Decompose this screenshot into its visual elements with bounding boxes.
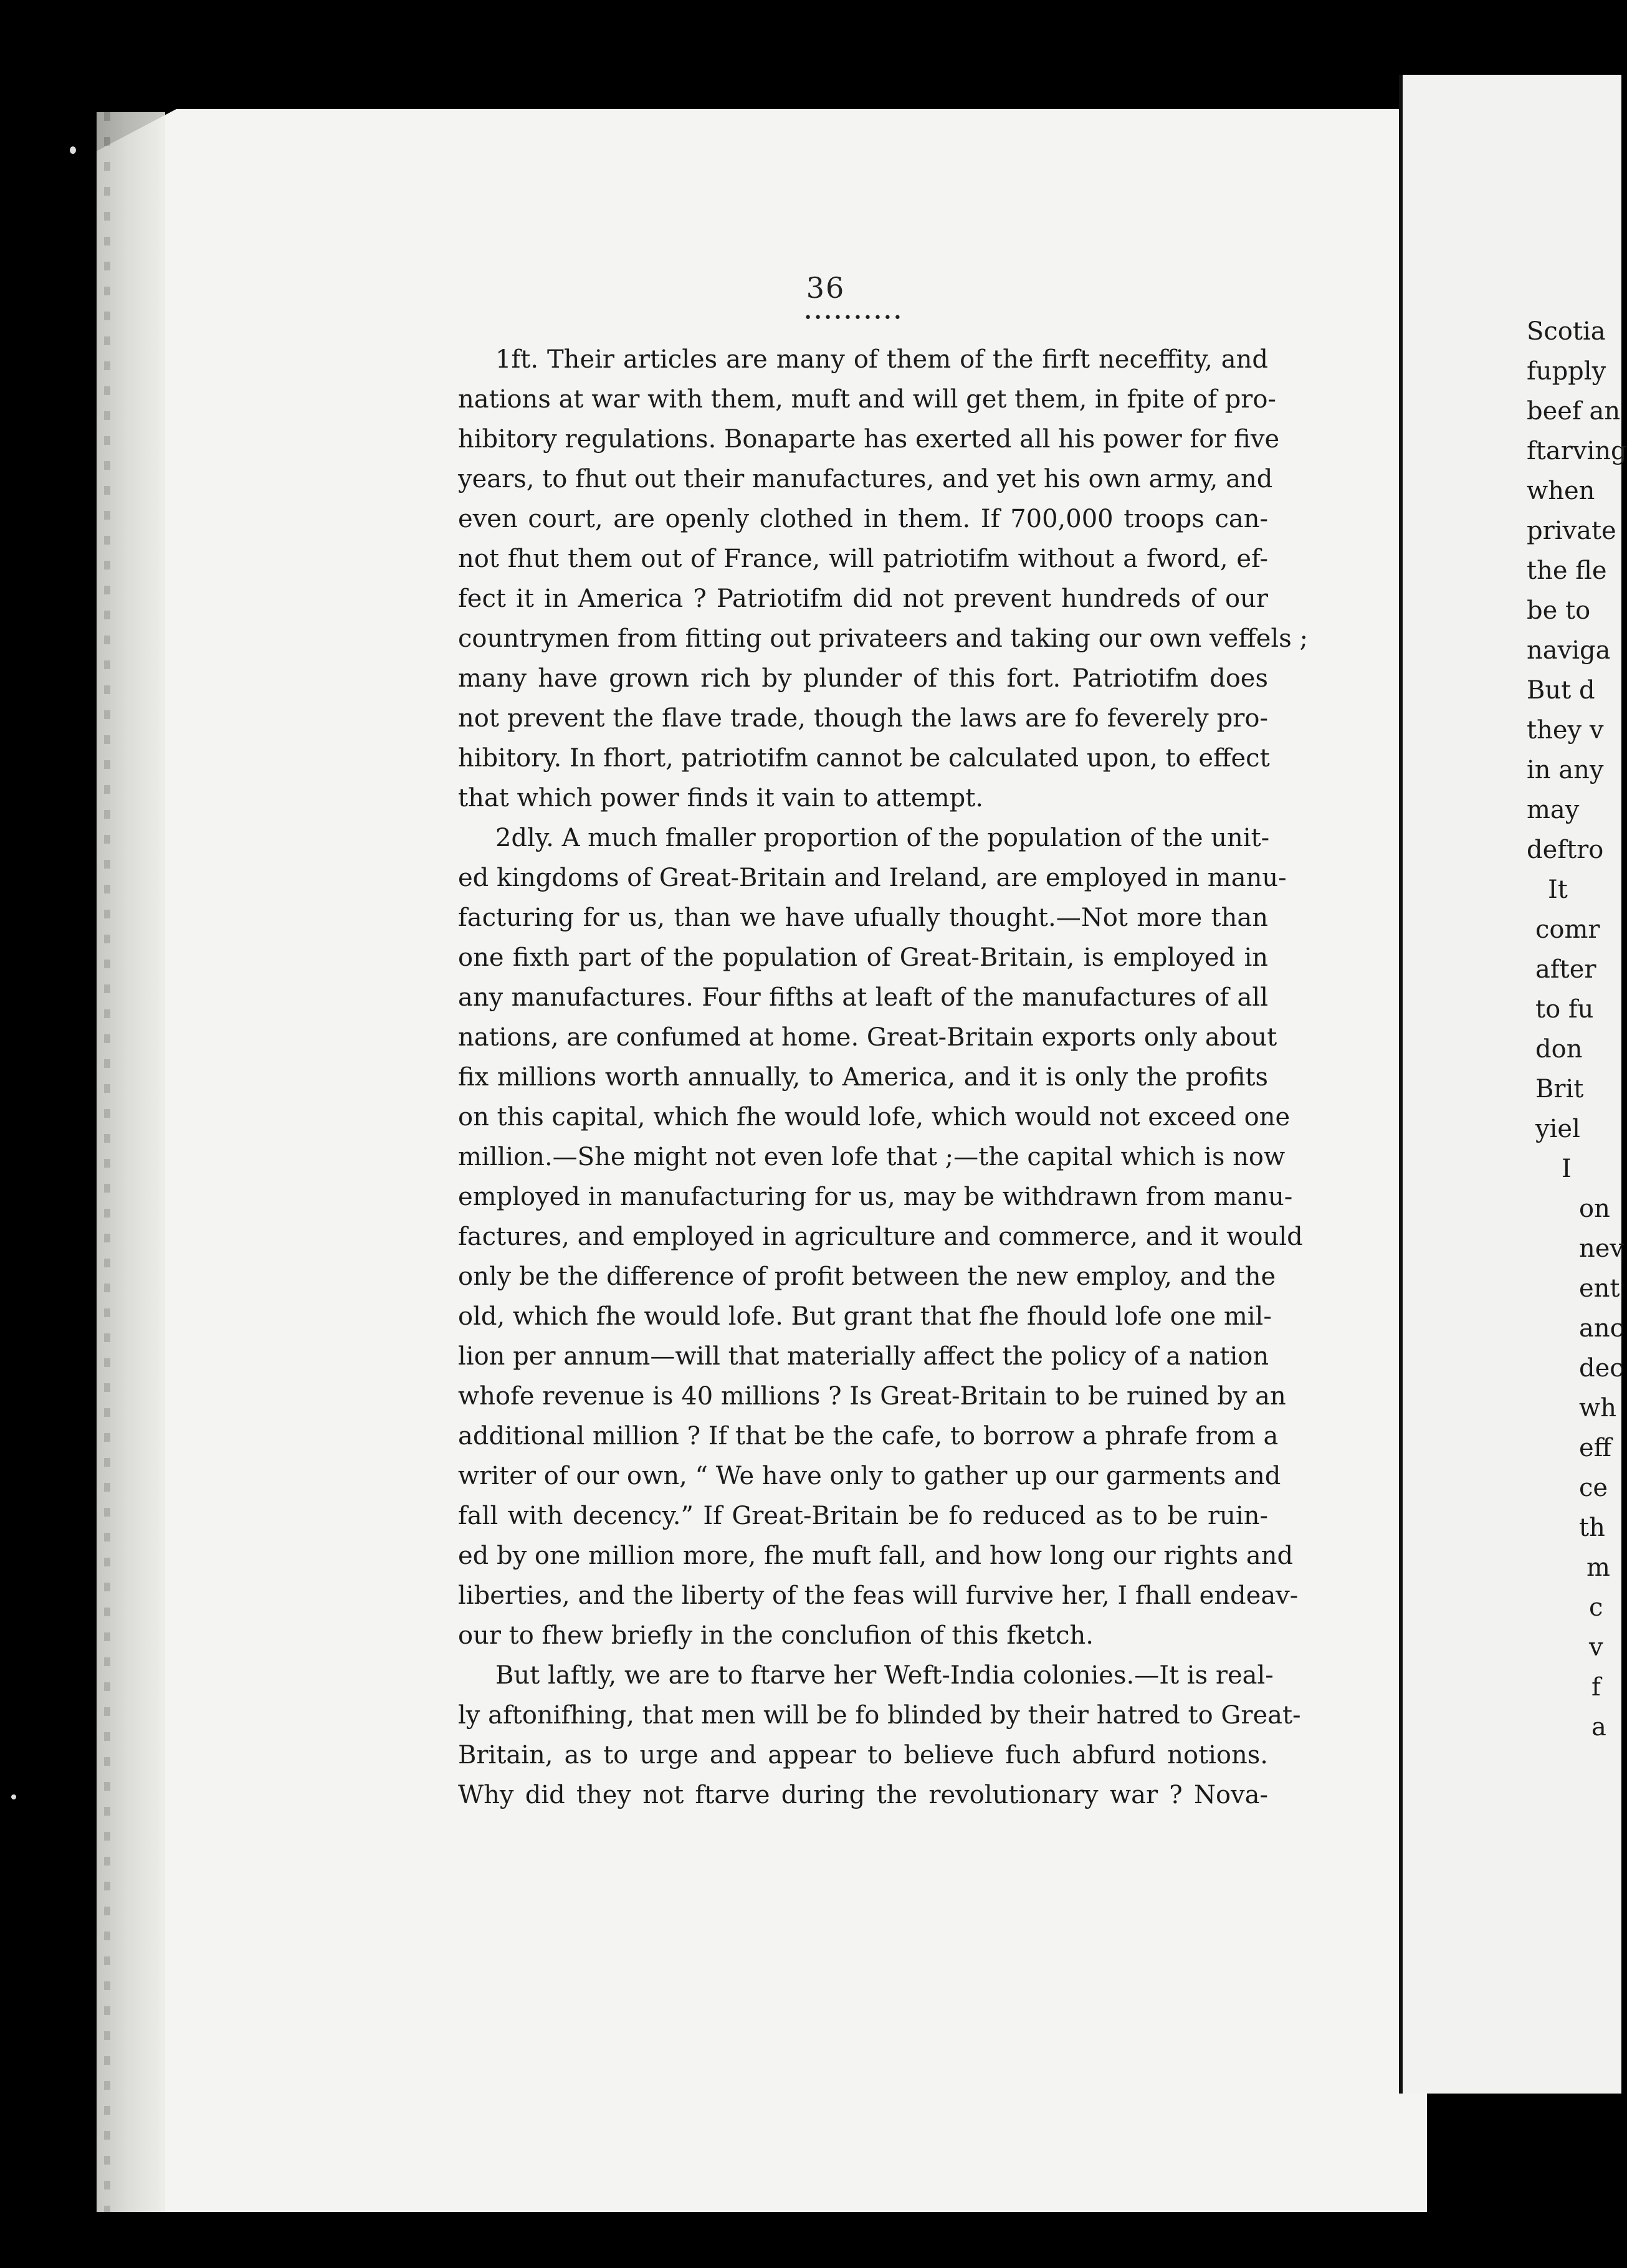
facing-line: m xyxy=(1586,1553,1610,1582)
facing-line: fupply xyxy=(1527,357,1606,386)
facing-line: yiel xyxy=(1535,1115,1580,1143)
facing-line: Brit xyxy=(1535,1075,1584,1103)
text-line: But laftly, we are to ftarve her Weft-India colonies.—It is real- xyxy=(495,1661,1274,1690)
text-line: writer of our own, “ We have only to gather up our garments and xyxy=(458,1462,1281,1490)
text-line: ly aftonifhing, that men will be fo blinded by their hatred to Great- xyxy=(458,1701,1301,1730)
text-line: nations at war with them, muft and will get them, in fpite of pro- xyxy=(458,385,1276,414)
facing-line: may xyxy=(1527,796,1580,824)
facing-line: Scotia xyxy=(1527,317,1606,346)
text-line: fall with decency.” If Great-Britain be fo reduced as to be ruin- xyxy=(458,1502,1268,1530)
text-line: employed in manufacturing for us, may be withdrawn from manu- xyxy=(458,1183,1293,1211)
text-line: liberties, and the liberty of the feas will furvive her, I fhall endeav- xyxy=(458,1581,1299,1610)
facing-line: ent xyxy=(1579,1274,1620,1303)
text-line: 1ft. Their articles are many of them of the firft neceffity, and xyxy=(495,345,1268,374)
facing-line: after xyxy=(1535,955,1596,984)
text-line: years, to fhut out their manufactures, and yet his own army, and xyxy=(458,465,1273,493)
text-line: lion per annum—will that materially affect the policy of a nation xyxy=(458,1342,1269,1371)
facing-line: I xyxy=(1562,1155,1572,1183)
text-line: ed by one million more, fhe muft fall, and how long our rights and xyxy=(458,1541,1294,1570)
facing-line: eff xyxy=(1579,1434,1612,1462)
text-line: old, which fhe would lofe. But grant that fhe fhould lofe one mil- xyxy=(458,1302,1272,1331)
text-line: hibitory regulations. Bonaparte has exerted all his power for five xyxy=(458,425,1280,454)
text-line: nations, are confumed at home. Great-Britain exports only about xyxy=(458,1023,1277,1052)
facing-line: they v xyxy=(1527,716,1604,745)
text-line: that which power finds it vain to attempt. xyxy=(458,784,984,812)
facing-line: to fu xyxy=(1535,995,1594,1024)
text-line: one fixth part of the population of Great-Britain, is employed in xyxy=(458,943,1268,972)
text-line: any manufactures. Four fifths at leaft of the manufactures of all xyxy=(458,983,1268,1012)
facing-line: nev xyxy=(1579,1234,1625,1263)
facing-line: naviga xyxy=(1527,636,1611,665)
facing-line: beef an xyxy=(1527,397,1621,426)
text-line: countrymen from fitting out privateers and taking our own veffels ; xyxy=(458,624,1308,653)
text-line: factures, and employed in agriculture and commerce, and it would xyxy=(458,1222,1303,1251)
facing-line: when xyxy=(1527,477,1595,505)
dust-speck xyxy=(11,1794,16,1799)
facing-line: v xyxy=(1589,1633,1603,1662)
facing-line: be to xyxy=(1527,596,1591,625)
facing-page-text xyxy=(1527,312,1627,1747)
text-line: hibitory. In fhort, patriotifm cannot be calculated upon, to effect xyxy=(458,744,1270,773)
text-line: fix millions worth annually, to America, and it is only the profits xyxy=(458,1063,1268,1092)
text-line: 2dly. A much fmaller proportion of the population of the unit- xyxy=(495,824,1270,852)
page-ornament: •••••••••• xyxy=(804,310,904,326)
facing-line: anc xyxy=(1579,1314,1625,1343)
facing-line: th xyxy=(1579,1513,1605,1542)
text-line: Why did they not ftarve during the revolutionary war ? Nova- xyxy=(458,1781,1268,1809)
dust-speck xyxy=(70,146,76,154)
facing-line: wh xyxy=(1579,1394,1616,1422)
text-line: not fhut them out of France, will patriotifm without a fword, ef- xyxy=(458,545,1268,573)
facing-line: the fle xyxy=(1527,556,1607,585)
text-line: not prevent the flave trade, though the laws are fo feverely pro- xyxy=(458,704,1268,733)
text-line: facturing for us, than we have ufually thought.—Not more than xyxy=(458,903,1268,932)
facing-line: deftro xyxy=(1527,836,1604,864)
page-binding-edge xyxy=(97,112,165,2212)
text-line: whofe revenue is 40 millions ? Is Great-Britain to be ruined by an xyxy=(458,1382,1286,1411)
facing-line: a xyxy=(1591,1713,1606,1742)
facing-line: dec xyxy=(1579,1354,1624,1383)
facing-line: f xyxy=(1591,1673,1601,1702)
facing-line: don xyxy=(1535,1035,1583,1064)
text-line: million.—She might not even lofe that ;—the capital which is now xyxy=(458,1143,1286,1171)
text-line: many have grown rich by plunder of this fort. Patriotifm does xyxy=(458,664,1268,693)
facing-line: in any xyxy=(1527,756,1604,784)
facing-line: ftarving xyxy=(1527,437,1627,465)
facing-line: c xyxy=(1589,1593,1603,1622)
facing-line: comr xyxy=(1535,915,1600,944)
text-line: fect it in America ? Patriotifm did not prevent hundreds of our xyxy=(458,584,1268,613)
facing-line: But d xyxy=(1527,676,1595,705)
page-number: 36 xyxy=(806,271,846,305)
facing-line: ce xyxy=(1579,1474,1608,1502)
text-line: ed kingdoms of Great-Britain and Ireland, are employed in manu- xyxy=(458,864,1287,892)
text-line: additional million ? If that be the cafe, to borrow a phrafe from a xyxy=(458,1422,1279,1451)
facing-line: private xyxy=(1527,517,1616,545)
facing-line: on xyxy=(1579,1194,1610,1223)
text-line: on this capital, which fhe would lofe, which would not exceed one xyxy=(458,1103,1291,1132)
text-line: Britain, as to urge and appear to believe fuch abfurd notions. xyxy=(458,1741,1268,1770)
text-line: even court, are openly clothed in them. If 700,000 troops can- xyxy=(458,505,1268,533)
text-line: our to fhew briefly in the conclufion of this fketch. xyxy=(458,1621,1094,1650)
facing-line: It xyxy=(1548,875,1568,904)
text-line: only be the difference of profit between the new employ, and the xyxy=(458,1262,1276,1291)
main-text-block xyxy=(458,340,1308,1815)
